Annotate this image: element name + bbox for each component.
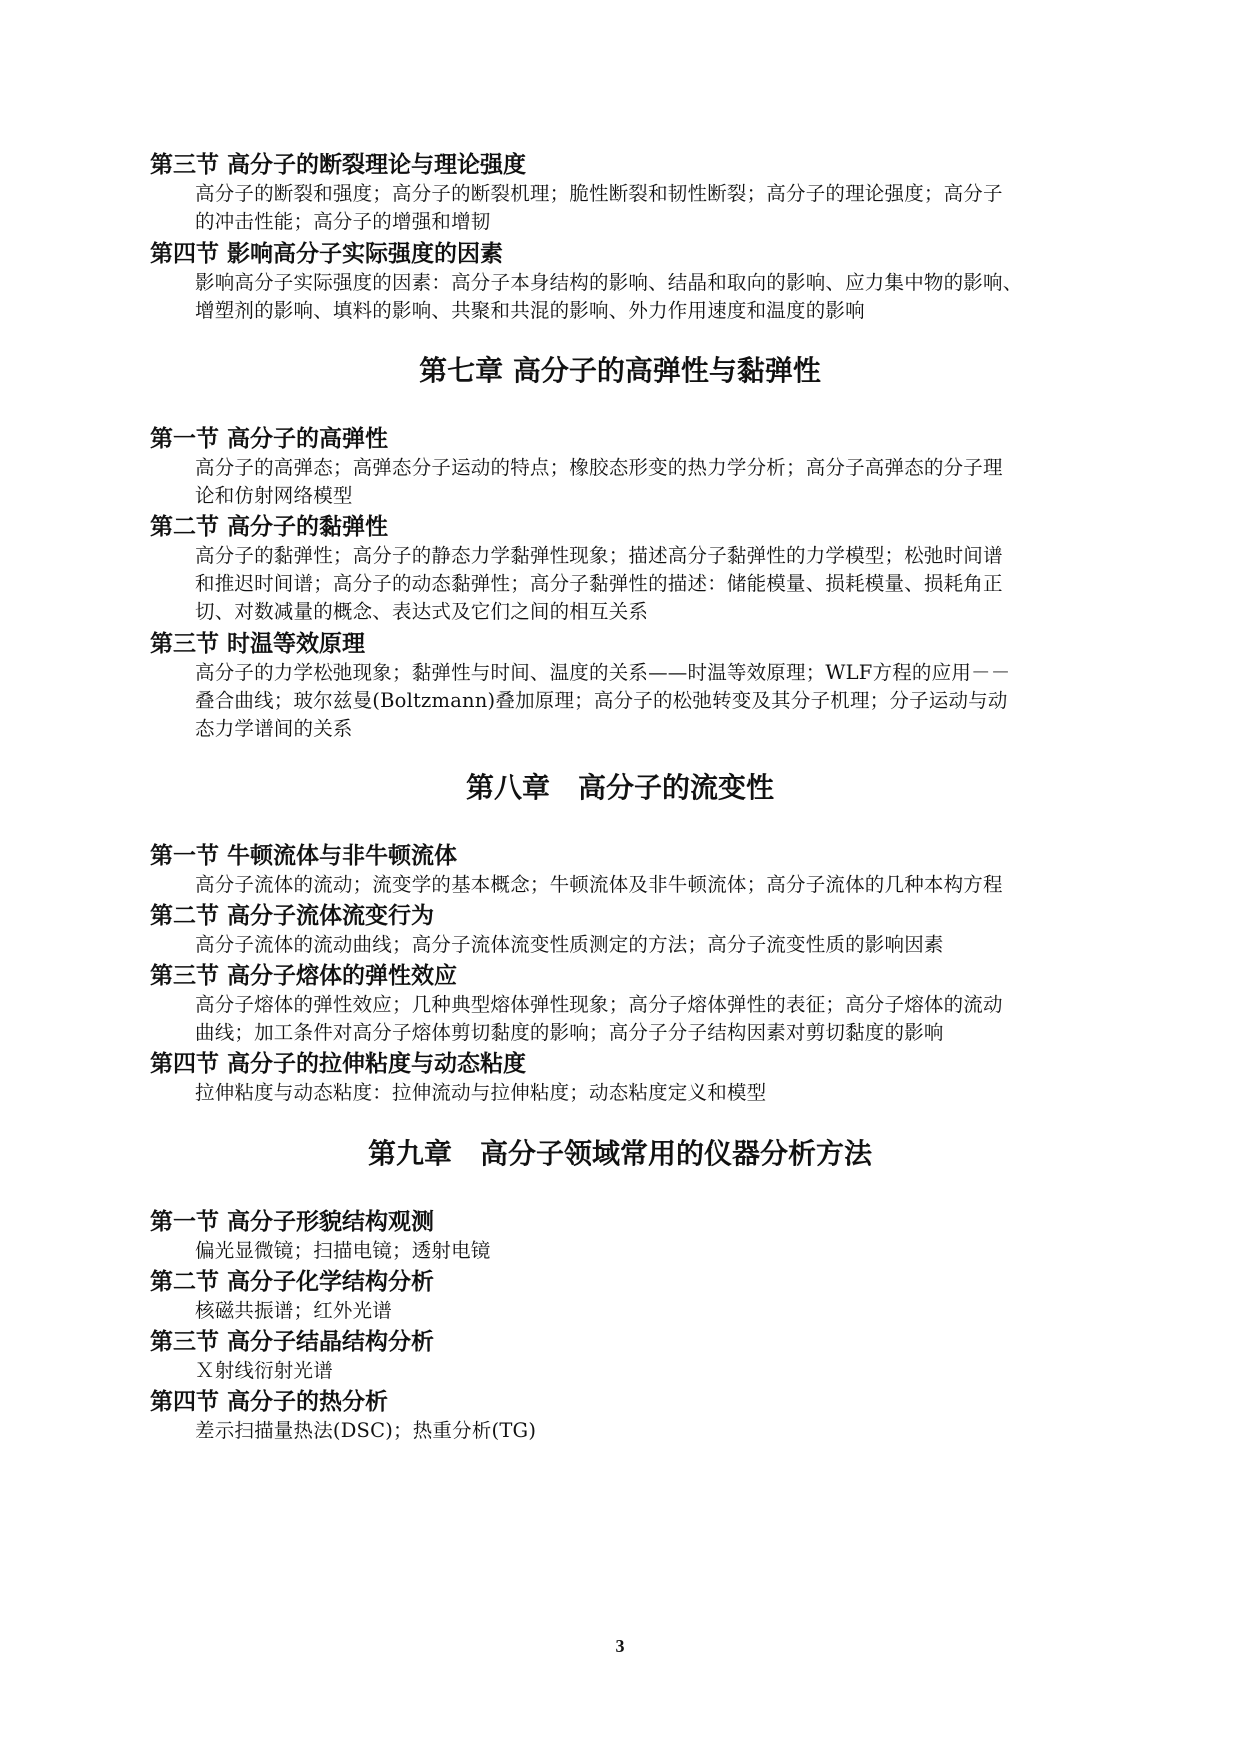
section-title: 第四节 高分子的热分析 [150, 1389, 389, 1415]
body-line: 高分子的断裂和强度；高分子的断裂机理；脆性断裂和韧性断裂；高分子的理论强度；高分子 [195, 182, 1003, 205]
section-body [150, 659, 1090, 743]
body-line: 高分子流体的流动；流变学的基本概念；牛顿流体及非牛顿流体；高分子流体的几种本构方程 [195, 873, 1003, 896]
body-line: 的冲击性能；高分子的增强和增韧 [195, 210, 491, 233]
section-chemical-structure [150, 1267, 1090, 1325]
section-fracture-theory [150, 150, 1090, 236]
section-body [150, 454, 1090, 510]
section-thermal-analysis [150, 1387, 1090, 1445]
section-title: 第三节 高分子结晶结构分析 [150, 1329, 435, 1355]
section-actual-strength-factors [150, 239, 1090, 325]
section-rheological-behavior [150, 901, 1090, 959]
section-title: 第一节 高分子的高弹性 [150, 426, 389, 452]
section-newtonian-fluids [150, 841, 1090, 899]
body-line: 高分子流体的流动曲线；高分子流体流变性质测定的方法；高分子流变性质的影响因素 [195, 933, 944, 956]
chapter-title: 第八章 高分子的流变性 [465, 771, 774, 804]
section-body [150, 1297, 1090, 1325]
section-title: 第三节 高分子熔体的弹性效应 [150, 963, 458, 989]
section-high-elasticity [150, 424, 1090, 510]
section-title: 第四节 高分子的拉伸粘度与动态粘度 [150, 1051, 527, 1077]
chapter-title: 第九章 高分子领域常用的仪器分析方法 [367, 1137, 872, 1170]
section-body [150, 180, 1090, 236]
section-title: 第一节 牛顿流体与非牛顿流体 [150, 843, 458, 869]
body-line: Ｘ射线衍射光谱 [195, 1359, 333, 1382]
page-number: 3 [615, 1636, 625, 1656]
section-title: 第二节 高分子化学结构分析 [150, 1269, 435, 1295]
section-viscoelasticity [150, 512, 1090, 626]
section-crystal-structure [150, 1327, 1090, 1385]
section-body [150, 1079, 1090, 1107]
section-melt-elasticity [150, 961, 1090, 1047]
body-line: 论和仿射网络模型 [195, 484, 353, 507]
section-time-temperature-superposition [150, 629, 1090, 743]
section-title: 第二节 高分子的黏弹性 [150, 514, 389, 540]
section-title: 第一节 高分子形貌结构观测 [150, 1209, 435, 1235]
section-morphology-observation [150, 1207, 1090, 1265]
body-line: 态力学谱间的关系 [195, 717, 353, 740]
chapter-title: 第七章 高分子的高弹性与黏弹性 [419, 354, 821, 387]
body-line: 高分子的力学松弛现象；黏弹性与时间、温度的关系——时温等效原理；WLF方程的应用－－ [195, 661, 1011, 684]
section-title: 第三节 高分子的断裂理论与理论强度 [150, 152, 527, 178]
body-line: 高分子的黏弹性；高分子的静态力学黏弹性现象；描述高分子黏弹性的力学模型；松弛时间谱 [195, 544, 1003, 567]
body-line: 差示扫描量热法(DSC)；热重分析(TG) [195, 1419, 537, 1442]
section-body [150, 991, 1090, 1047]
body-line: 核磁共振谱；红外光谱 [195, 1299, 393, 1322]
body-line: 高分子熔体的弹性效应；几种典型熔体弹性现象；高分子熔体弹性的表征；高分子熔体的流动 [195, 993, 1003, 1016]
body-line: 拉伸粘度与动态粘度：拉伸流动与拉伸粘度；动态粘度定义和模型 [195, 1081, 767, 1104]
body-line: 和推迟时间谱；高分子的动态黏弹性；高分子黏弹性的描述：储能模量、损耗模量、损耗角正 [195, 572, 1003, 595]
section-extensional-viscosity [150, 1049, 1090, 1107]
section-body [150, 1357, 1090, 1385]
body-line: 高分子的高弹态；高弹态分子运动的特点；橡胶态形变的热力学分析；高分子高弹态的分子理 [195, 456, 1003, 479]
section-title: 第二节 高分子流体流变行为 [150, 903, 435, 929]
section-body [150, 871, 1090, 899]
section-body [150, 542, 1090, 626]
section-body [150, 1237, 1090, 1265]
body-line: 切、对数减量的概念、表达式及它们之间的相互关系 [195, 600, 649, 623]
body-line: 曲线；加工条件对高分子熔体剪切黏度的影响；高分子分子结构因素对剪切黏度的影响 [195, 1021, 944, 1044]
body-line: 增塑剂的影响、填料的影响、共聚和共混的影响、外力作用速度和温度的影响 [195, 299, 865, 322]
section-body [150, 1417, 1090, 1445]
section-title: 第四节 影响高分子实际强度的因素 [150, 241, 504, 267]
section-body [150, 269, 1090, 325]
section-body [150, 931, 1090, 959]
body-line: 影响高分子实际强度的因素：高分子本身结构的影响、结晶和取向的影响、应力集中物的影响、 [195, 271, 1023, 294]
section-title: 第三节 时温等效原理 [150, 631, 366, 657]
body-line: 偏光显微镜；扫描电镜；透射电镜 [195, 1239, 491, 1262]
body-line: 叠合曲线；玻尔兹曼(Boltzmann)叠加原理；高分子的松弛转变及其分子机理；分子运动与动 [195, 689, 1008, 712]
